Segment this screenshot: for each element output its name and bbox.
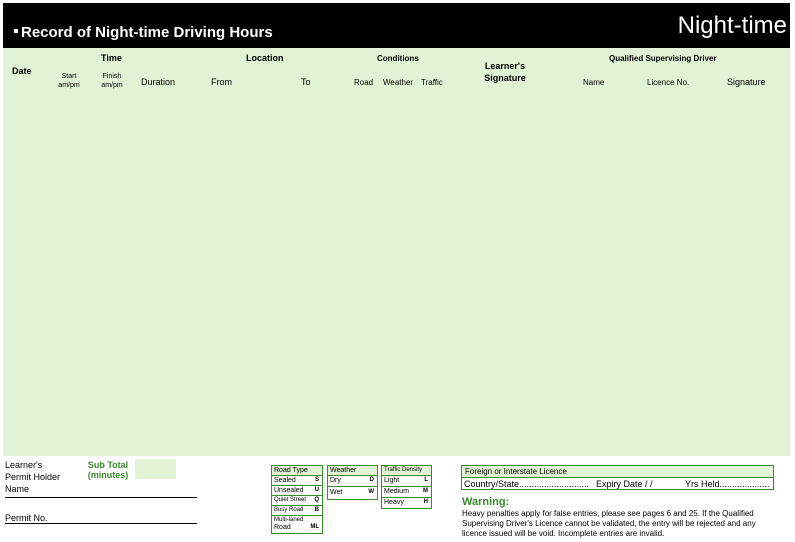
permit-holder-line3: Name [5,484,30,494]
col-date: Date [12,66,32,76]
key-label: Dry [330,477,341,484]
key-code: L [424,477,428,483]
road-type-key [271,465,323,534]
subtotal-label [86,460,130,480]
key-code: M [423,488,428,494]
country-state-field[interactable]: Country/State............................ [464,479,590,489]
key-code: H [423,499,428,505]
key-row-multi-laned [272,516,322,533]
col-group-location: Location [246,53,284,63]
col-licence-no: Licence No. [647,78,690,87]
page-header [3,3,790,48]
key-code: W [368,489,374,495]
col-duration: Duration [141,77,176,87]
foreign-licence-title: Foreign or Interstate Licence [462,466,773,478]
key-label: Medium [384,488,409,495]
col-from: From [211,77,232,87]
permit-holder-label [5,459,60,495]
permit-no-label: Permit No. [5,513,48,523]
col-group-time: Time [101,53,122,63]
col-learner-sig-line2: Signature [484,73,526,83]
traffic-key-title: Traffic Density [382,466,431,476]
key-code: Q [314,497,319,503]
col-supervisor-name: Name [583,78,605,87]
key-row-sealed [272,476,322,486]
key-code: D [369,477,374,483]
col-to: To [301,77,311,87]
key-row-light [382,476,431,487]
col-finish [97,72,127,90]
col-start [54,72,84,90]
key-row-medium [382,487,431,498]
key-row-dry [328,476,377,487]
key-code: S [314,477,319,483]
key-code: B [314,507,319,513]
key-label: Sealed [274,477,296,484]
road-type-key-title: Road Type [272,466,322,476]
col-weather: Weather [383,78,414,87]
warning-text: Heavy penalties apply for false entries, please see pages 6 and 25. If the Qualified Supervising Driver's Licence cannot be validated, the entry will be rejected and any licence issued will be void. Incomplete entries are invalid. [462,509,756,538]
col-finish-unit: am/pm [101,82,123,89]
permit-holder-name-line[interactable] [5,497,197,498]
col-supervisor-signature: Signature [727,77,766,87]
col-group-supervisor: Qualified Supervising Driver [609,54,717,63]
key-row-quiet-street [272,496,322,506]
col-start-unit: am/pm [58,82,80,89]
col-finish-label: Finish [102,73,122,80]
key-label: Heavy [384,499,404,506]
weather-key [327,465,378,500]
yrs-held-field[interactable]: Yrs Held.................... [685,479,770,489]
col-start-label: Start [61,73,77,80]
subtotal-line2: (minutes) [87,470,129,480]
section-label: Night-time [677,12,787,39]
permit-holder-line1: Learner's [5,460,43,470]
key-label: Quiet Street [274,497,307,503]
key-label: Light [384,477,400,484]
expiry-date-field[interactable]: Expiry Date / / [596,479,653,489]
traffic-key [381,465,432,509]
foreign-licence-box [461,465,774,490]
permit-no-line[interactable] [5,523,197,524]
key-label-line2: Road [274,524,291,531]
key-label: Busy Road [274,507,304,513]
subtotal-line1: Sub Total [87,460,129,470]
log-entry-area[interactable] [3,48,790,456]
key-label: Wet [330,489,343,496]
key-label: Unsealed [274,487,304,494]
key-label-line1: Multi-laned [274,517,304,523]
weather-key-title: Weather [328,466,377,476]
key-code: ML [310,524,319,530]
page-title [14,24,273,41]
col-group-conditions: Conditions [377,54,419,63]
foreign-licence-fields[interactable] [462,478,773,490]
col-traffic: Traffic [421,78,443,87]
key-row-busy-road [272,506,322,516]
col-learner-signature [480,60,530,84]
key-row-heavy [382,498,431,508]
page-footer [0,456,795,542]
bullet-icon [14,29,18,33]
permit-holder-line2: Permit Holder [5,472,61,482]
key-code: U [314,487,319,493]
key-row-unsealed [272,486,322,496]
page-title-text: Record of Night-time Driving Hours [21,24,273,41]
col-learner-sig-line1: Learner's [484,61,526,71]
key-row-wet [328,487,377,499]
subtotal-input[interactable] [135,459,176,479]
warning-title: Warning: [462,496,510,508]
col-road: Road [354,78,374,87]
